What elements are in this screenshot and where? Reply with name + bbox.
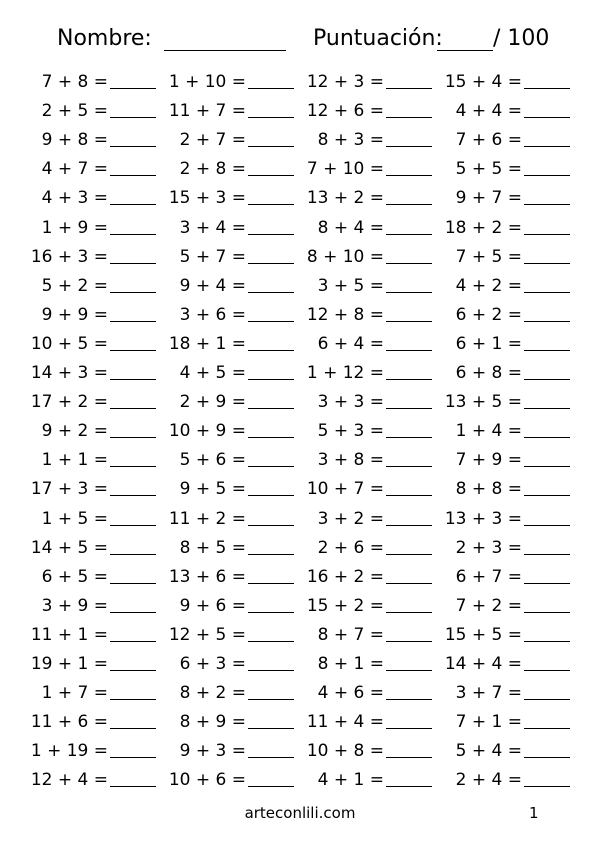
answer-blank[interactable] [524, 699, 570, 700]
score-total: / 100 [493, 26, 550, 51]
problem-expression: 7 + 2 = [455, 595, 522, 616]
problem-expression: 15 + 4 = [444, 72, 522, 92]
problem-cell [0, 593, 600, 622]
problem-expression: 16 + 2 = [306, 566, 384, 587]
score-label: Puntuación: [313, 26, 443, 51]
problem-expression: 6 + 2 = [455, 304, 522, 325]
problem-cell [0, 506, 600, 535]
problem-expression: 8 + 9 = [179, 712, 246, 733]
problem-expression: 10 + 9 = [168, 421, 246, 442]
problem-expression: 14 + 5 = [30, 537, 108, 558]
problem-expression: 14 + 3 = [30, 363, 108, 383]
page-number: 1 [529, 804, 539, 822]
answer-blank[interactable] [524, 292, 570, 293]
problem-expression: 14 + 4 = [444, 654, 522, 674]
problem-row [0, 535, 600, 564]
problem-expression: 2 + 3 = [455, 537, 522, 558]
problem-cell [0, 185, 600, 214]
problem-cell [0, 273, 600, 302]
problem-expression: 7 + 5 = [455, 246, 522, 267]
problem-expression: 3 + 8 = [317, 450, 384, 471]
problem-expression: 7 + 1 = [455, 712, 522, 733]
problem-row [0, 651, 600, 680]
problem-row [0, 709, 600, 738]
problem-row [0, 506, 600, 535]
problem-expression: 9 + 8 = [41, 130, 108, 151]
problem-expression: 10 + 7 = [306, 479, 384, 500]
problem-row [0, 302, 600, 331]
answer-blank[interactable] [524, 495, 570, 496]
problem-row [0, 244, 600, 273]
problem-row [0, 738, 600, 767]
answer-blank[interactable] [524, 117, 570, 118]
problem-expression: 5 + 4 = [455, 741, 522, 762]
problem-expression: 11 + 4 = [306, 712, 384, 733]
problem-expression: 13 + 6 = [168, 566, 246, 587]
problem-expression: 13 + 3 = [444, 508, 522, 529]
problem-expression: 8 + 7 = [317, 624, 384, 645]
problem-expression: 1 + 7 = [41, 683, 108, 704]
problem-cell [0, 767, 600, 796]
problem-cell [0, 709, 600, 738]
footer-website: arteconlili.com [244, 804, 356, 822]
answer-blank[interactable] [524, 204, 570, 205]
problem-expression: 6 + 5 = [41, 566, 108, 587]
answer-blank[interactable] [524, 670, 570, 671]
problem-expression: 10 + 6 = [168, 770, 246, 791]
answer-blank[interactable] [524, 583, 570, 584]
problem-expression: 2 + 7 = [179, 130, 246, 151]
problem-expression: 2 + 4 = [455, 770, 522, 791]
problem-expression: 1 + 10 = [168, 72, 246, 92]
problem-expression: 2 + 8 = [179, 159, 246, 180]
problem-expression: 1 + 19 = [30, 741, 108, 762]
problem-expression: 9 + 7 = [455, 188, 522, 209]
problem-expression: 8 + 8 = [455, 479, 522, 500]
problem-expression: 5 + 7 = [179, 246, 246, 267]
problem-row [0, 98, 600, 127]
problem-row [0, 69, 600, 98]
problem-expression: 5 + 3 = [317, 421, 384, 442]
problem-expression: 3 + 2 = [317, 508, 384, 529]
problem-expression: 9 + 9 = [41, 304, 108, 325]
problem-cell [0, 564, 600, 593]
answer-blank[interactable] [524, 786, 570, 787]
problem-expression: 7 + 9 = [455, 450, 522, 471]
problem-expression: 11 + 1 = [30, 624, 108, 645]
problem-row [0, 680, 600, 709]
problem-expression: 2 + 9 = [179, 392, 246, 413]
answer-blank[interactable] [524, 525, 570, 526]
problem-expression: 4 + 7 = [41, 159, 108, 180]
answer-blank[interactable] [524, 554, 570, 555]
problem-expression: 4 + 3 = [41, 188, 108, 209]
problem-expression: 4 + 2 = [455, 275, 522, 296]
problem-expression: 7 + 6 = [455, 130, 522, 151]
worksheet-header [0, 22, 600, 58]
problem-cell [0, 476, 600, 505]
problem-expression: 5 + 6 = [179, 450, 246, 471]
problem-expression: 6 + 1 = [455, 333, 522, 354]
problem-expression: 8 + 4 = [317, 217, 384, 238]
problem-expression: 11 + 7 = [168, 101, 246, 122]
problem-expression: 13 + 2 = [306, 188, 384, 209]
problem-expression: 3 + 7 = [455, 683, 522, 704]
problem-expression: 10 + 8 = [306, 741, 384, 762]
problem-row [0, 215, 600, 244]
problem-expression: 9 + 4 = [179, 275, 246, 296]
problem-row [0, 185, 600, 214]
problem-expression: 12 + 5 = [168, 624, 246, 645]
problem-row [0, 564, 600, 593]
problem-row [0, 389, 600, 418]
problem-expression: 5 + 2 = [41, 275, 108, 296]
problem-expression: 6 + 8 = [455, 363, 522, 383]
answer-blank[interactable] [524, 728, 570, 729]
problem-row [0, 447, 600, 476]
problem-expression: 17 + 2 = [30, 392, 108, 413]
problem-expression: 4 + 5 = [179, 363, 246, 383]
problem-expression: 8 + 3 = [317, 130, 384, 151]
problem-expression: 6 + 4 = [317, 333, 384, 354]
problem-row [0, 331, 600, 360]
problem-expression: 12 + 3 = [306, 72, 384, 92]
problem-row [0, 622, 600, 651]
problem-cell [0, 535, 600, 564]
name-label: Nombre: [57, 26, 152, 51]
problem-cell [0, 389, 600, 418]
problem-expression: 17 + 3 = [30, 479, 108, 500]
problem-expression: 6 + 3 = [179, 654, 246, 674]
problem-cell [0, 127, 600, 156]
problem-expression: 3 + 9 = [41, 595, 108, 616]
problem-expression: 3 + 6 = [179, 304, 246, 325]
answer-blank[interactable] [524, 408, 570, 409]
problem-expression: 15 + 3 = [168, 188, 246, 209]
problem-expression: 3 + 5 = [317, 275, 384, 296]
problem-expression: 12 + 4 = [30, 770, 108, 791]
problem-expression: 9 + 3 = [179, 741, 246, 762]
problem-cell [0, 156, 600, 185]
answer-blank[interactable] [524, 263, 570, 264]
problem-expression: 8 + 5 = [179, 537, 246, 558]
problem-expression: 8 + 2 = [179, 683, 246, 704]
problem-cell [0, 622, 600, 651]
problem-expression: 2 + 5 = [41, 101, 108, 122]
problem-expression: 7 + 10 = [306, 159, 384, 180]
problem-expression: 3 + 4 = [179, 217, 246, 238]
problem-expression: 1 + 5 = [41, 508, 108, 529]
problem-expression: 1 + 9 = [41, 217, 108, 238]
problem-cell [0, 447, 600, 476]
problem-expression: 5 + 5 = [455, 159, 522, 180]
problem-expression: 9 + 6 = [179, 595, 246, 616]
answer-blank[interactable] [524, 466, 570, 467]
problem-expression: 15 + 5 = [444, 624, 522, 645]
problem-cell [0, 244, 600, 273]
score-blank-line [437, 50, 493, 51]
problem-cell [0, 418, 600, 447]
problem-row [0, 476, 600, 505]
problem-row [0, 156, 600, 185]
answer-blank[interactable] [524, 379, 570, 380]
problem-expression: 18 + 2 = [444, 217, 522, 238]
problem-expression: 4 + 4 = [455, 101, 522, 122]
answer-blank[interactable] [524, 321, 570, 322]
problem-expression: 4 + 6 = [317, 683, 384, 704]
problem-expression: 18 + 1 = [168, 333, 246, 354]
problem-expression: 9 + 5 = [179, 479, 246, 500]
problem-expression: 1 + 1 = [41, 450, 108, 471]
problem-cell [0, 651, 600, 680]
answer-blank[interactable] [524, 350, 570, 351]
problem-cell [0, 738, 600, 767]
problem-expression: 15 + 2 = [306, 595, 384, 616]
problem-cell [0, 331, 600, 360]
problem-expression: 8 + 1 = [317, 654, 384, 674]
answer-blank[interactable] [524, 234, 570, 235]
problem-expression: 10 + 5 = [30, 333, 108, 354]
problem-expression: 1 + 12 = [306, 363, 384, 383]
answer-blank[interactable] [524, 146, 570, 147]
problem-expression: 8 + 10 = [306, 246, 384, 267]
problem-row [0, 418, 600, 447]
problem-cell [0, 302, 600, 331]
problem-expression: 1 + 4 = [455, 421, 522, 442]
answer-blank[interactable] [524, 757, 570, 758]
problem-row [0, 767, 600, 796]
problem-cell [0, 215, 600, 244]
problem-expression: 11 + 6 = [30, 712, 108, 733]
problem-expression: 11 + 2 = [168, 508, 246, 529]
problem-expression: 12 + 8 = [306, 304, 384, 325]
answer-blank[interactable] [524, 88, 570, 89]
problem-cell [0, 360, 600, 389]
problem-expression: 19 + 1 = [30, 654, 108, 674]
problem-cell [0, 69, 600, 98]
answer-blank[interactable] [524, 612, 570, 613]
answer-blank[interactable] [524, 437, 570, 438]
problem-row [0, 273, 600, 302]
problem-row [0, 127, 600, 156]
problem-expression: 16 + 3 = [30, 246, 108, 267]
problem-expression: 6 + 7 = [455, 566, 522, 587]
problem-row [0, 360, 600, 389]
problem-expression: 13 + 5 = [444, 392, 522, 413]
problem-expression: 2 + 6 = [317, 537, 384, 558]
problem-expression: 3 + 3 = [317, 392, 384, 413]
answer-blank[interactable] [524, 641, 570, 642]
problem-cell [0, 680, 600, 709]
answer-blank[interactable] [524, 175, 570, 176]
problem-expression: 7 + 8 = [41, 72, 108, 92]
problem-expression: 4 + 1 = [317, 770, 384, 791]
problem-expression: 9 + 2 = [41, 421, 108, 442]
problem-cell [0, 98, 600, 127]
problem-row [0, 593, 600, 622]
name-blank-line [164, 50, 286, 51]
problem-expression: 12 + 6 = [306, 101, 384, 122]
